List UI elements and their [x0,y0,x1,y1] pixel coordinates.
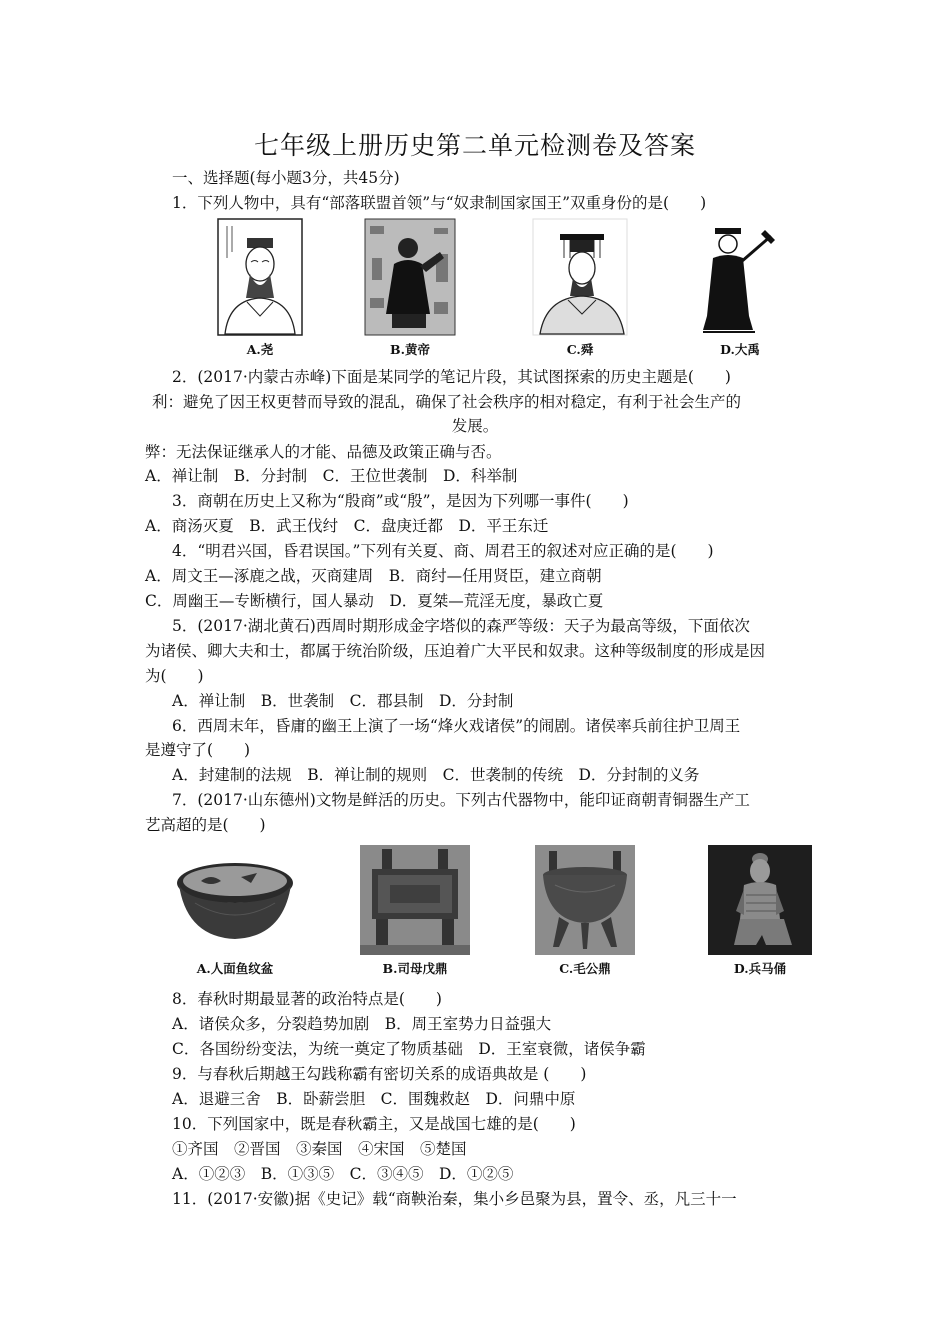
q6-stem-line2: 是遵守了( ) [145,741,251,759]
q8-stem: 8．春秋时期最显著的政治特点是( ) [172,990,442,1008]
q7-figure-a-caption: A.人面鱼纹盆 [196,961,274,976]
q4-stem: 4．“明君兴国，昏君误国。”下列有关夏、商、周君王的叙述对应正确的是( ) [172,542,714,560]
q1-figure-d-caption: D.大禹 [720,342,760,357]
square-cauldron-icon [360,845,470,955]
q1-figure-a-caption: A.尧 [246,342,274,357]
q7-figure-row [145,845,825,985]
q5-stem-line2: 为诸侯、卿大夫和士，都属于统治阶级，压迫着广大平民和奴隶。这种等级制度的形成是因 [145,642,766,660]
q3-options: A．商汤灭夏 B．武王伐纣 C．盘庚迁都 D．平王东迁 [145,517,549,535]
painted-basin-icon [171,845,299,955]
q2-stem: 2．(2017·内蒙古赤峰)下面是某同学的笔记片段，其试图探索的历史主题是( ) [172,368,731,386]
q7-figure-a [165,845,305,977]
stone-relief-icon [364,218,456,336]
q7-stem-line1: 7．(2017·山东德州)文物是鲜活的历史。下列古代器物中，能印证商朝青铜器生产工 [172,791,750,809]
q9-options: A．退避三舍 B．卧薪尝胆 C．围魏救赵 D．问鼎中原 [172,1090,576,1108]
q7-stem-line2: 艺高超的是( ) [145,816,266,834]
terracotta-warrior-icon [708,845,812,955]
q6-options: A．封建制的法规 B．禅让制的规则 C．世袭制的传统 D．分封制的义务 [172,766,700,784]
q6-stem-line1: 6．西周末年，昏庸的幽王上演了一场“烽火戏诸侯”的闹剧。诸侯率兵前往护卫周王 [172,717,741,735]
q1-figure-b [360,218,460,358]
emperor-portrait-icon [532,218,628,336]
section-heading: 一、选择题(每小题3分，共45分) [172,169,400,187]
q7-figure-c [530,845,640,977]
q10-stem: 10．下列国家中，既是春秋霸主，又是战国七雄的是( ) [172,1115,576,1133]
q7-figure-d [705,845,815,977]
q5-stem-line3: 为( ) [145,667,204,685]
q10-items: ①齐国 ②晋国 ③秦国 ④宋国 ⑤楚国 [172,1140,467,1158]
q5-stem-line1: 5．(2017·湖北黄石)西周时期形成金字塔似的森严等级：天子为最高等级，下面依次 [172,617,750,635]
q1-figure-a [215,218,305,358]
page-title: 七年级上册历史第二单元检测卷及答案 [253,131,696,160]
q1-figure-row [145,218,825,363]
q2-note-pro-line1: 利：避免了因王权更替而导致的混乱，确保了社会秩序的相对稳定，有利于社会生产的 [152,393,742,411]
q9-stem: 9．与春秋后期越王勾践称霸有密切关系的成语典故是 ( ) [172,1065,587,1083]
q1-stem: 1．下列人物中，具有“部落联盟首领”与“奴隶制国家国王”双重身份的是( ) [172,194,707,212]
portrait-icon [217,218,303,336]
q7-figure-b [355,845,475,977]
round-cauldron-icon [535,845,635,955]
q2-note-con: 弊：无法保证继承人的才能、品德及政策正确与否。 [145,443,502,461]
q2-options: A．禅让制 B．分封制 C．王位世袭制 D．科举制 [145,467,518,485]
q5-options: A．禅让制 B．世袭制 C．郡县制 D．分封制 [172,692,514,710]
q7-figure-d-caption: D.兵马俑 [733,961,787,976]
q1-figure-d [685,218,795,358]
q1-figure-b-caption: B.黄帝 [390,342,430,357]
q11-stem: 11．(2017·安徽)据《史记》载“商鞅治秦，集小乡邑聚为县，置令、丞，凡三十一 [172,1190,737,1208]
q7-figure-b-caption: B.司母戊鼎 [382,961,448,976]
q1-figure-c-caption: C.舜 [566,342,594,357]
q1-figure-c [530,218,630,358]
q4-options-line2: C．周幽王—专断横行，国人暴动 D．夏桀—荒淫无度，暴政亡夏 [145,592,604,610]
q8-options-line1: A．诸侯众多，分裂趋势加剧 B．周王室势力日益强大 [172,1015,552,1033]
figure-with-tool-icon [701,218,779,336]
q4-options-line1: A．周文王—涿鹿之战，灭商建周 B．商纣—任用贤臣，建立商朝 [145,567,602,585]
q10-options: A．①②③ B．①③⑤ C．③④⑤ D．①②⑤ [172,1165,514,1183]
q8-options-line2: C．各国纷纷变法，为统一奠定了物质基础 D．王室衰微，诸侯争霸 [172,1040,646,1058]
q7-figure-c-caption: C.毛公鼎 [559,961,611,976]
q2-note-pro-line2: 发展。 [451,417,499,435]
q3-stem: 3．商朝在历史上又称为“殷商”或“殷”，是因为下列哪一事件( ) [172,492,629,510]
